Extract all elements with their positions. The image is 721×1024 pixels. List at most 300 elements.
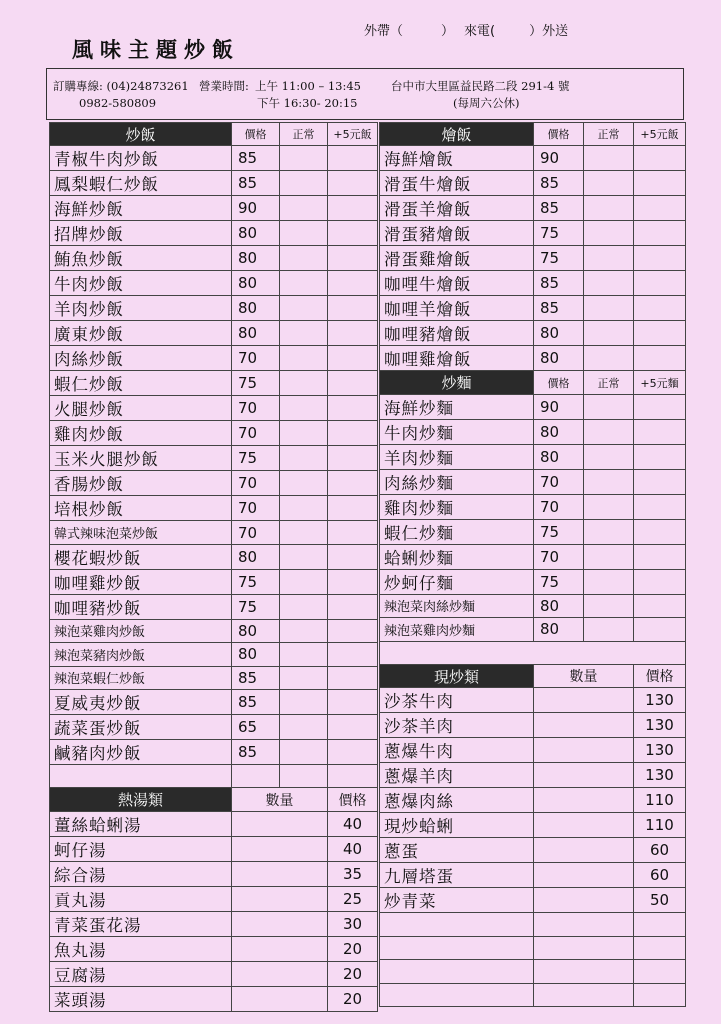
- item-name: 豆腐湯: [50, 961, 232, 986]
- item-name: 青椒牛肉炒飯: [50, 146, 232, 171]
- table-row: [50, 421, 378, 446]
- col-header-normal: 正常: [584, 123, 634, 146]
- item-price: 70: [534, 469, 584, 494]
- qty-normal-cell: [584, 196, 634, 221]
- table-row: [380, 394, 686, 419]
- table-row: [50, 788, 378, 811]
- item-price: 85: [534, 271, 584, 296]
- item-price: 85: [232, 171, 280, 196]
- qty-plus-cell: [634, 271, 686, 296]
- qty-plus-cell: [328, 594, 378, 619]
- item-price: 80: [232, 221, 280, 246]
- qty-normal-cell: [280, 544, 328, 569]
- qty-normal-cell: [584, 321, 634, 346]
- qty-cell: [232, 961, 328, 986]
- table-row: [50, 521, 378, 544]
- item-name: 蔥蛋: [380, 838, 534, 863]
- item-price: 75: [232, 371, 280, 396]
- item-name: 櫻花蝦炒飯: [50, 544, 232, 569]
- section-header-fried-noodles: 炒麵: [380, 371, 534, 394]
- qty-normal-cell: [280, 569, 328, 594]
- table-row: [50, 886, 378, 911]
- item-name: 辣泡菜豬肉炒飯: [50, 643, 232, 666]
- table-row: [50, 246, 378, 271]
- qty-plus-cell: [328, 689, 378, 714]
- item-price: 75: [534, 246, 584, 271]
- item-price: 60: [634, 838, 686, 863]
- qty-plus-cell: [634, 444, 686, 469]
- table-row: [380, 123, 686, 146]
- qty-cell: [534, 763, 634, 788]
- table-row: [380, 444, 686, 469]
- qty-normal-cell: [584, 519, 634, 544]
- item-price: 90: [232, 196, 280, 221]
- col-header-normal: 正常: [584, 371, 634, 394]
- table-row: [380, 788, 686, 813]
- item-price: 30: [328, 911, 378, 936]
- item-name: 蝦仁炒麵: [380, 519, 534, 544]
- qty-normal-cell: [280, 171, 328, 196]
- col-header-plus5: +5元飯: [328, 123, 378, 146]
- col-header-price: 價格: [534, 371, 584, 394]
- table-row: [380, 838, 686, 863]
- item-price: 85: [232, 666, 280, 689]
- item-price: 70: [232, 396, 280, 421]
- qty-normal-cell: [584, 221, 634, 246]
- qty-normal-cell: [584, 594, 634, 617]
- table-row: [50, 811, 378, 836]
- table-row: [50, 496, 378, 521]
- table-row: [50, 936, 378, 961]
- item-name: 玉米火腿炒飯: [50, 446, 232, 471]
- table-row: [50, 594, 378, 619]
- item-name: 滑蛋豬燴飯: [380, 221, 534, 246]
- table-row: [380, 569, 686, 594]
- item-name: 蛤蜊炒麵: [380, 544, 534, 569]
- qty-cell: [232, 911, 328, 936]
- col-header-price: 價格: [232, 123, 280, 146]
- table-row: [380, 346, 686, 371]
- qty-plus-cell: [634, 569, 686, 594]
- table-row: [380, 913, 686, 936]
- qty-plus-cell: [634, 494, 686, 519]
- item-price: 80: [232, 296, 280, 321]
- qty-plus-cell: [634, 469, 686, 494]
- table-row: [50, 471, 378, 496]
- qty-plus-cell: [634, 246, 686, 271]
- qty-plus-cell: [328, 221, 378, 246]
- item-price: 80: [232, 271, 280, 296]
- col-header-plus5: +5元飯: [634, 123, 686, 146]
- blank-cell: [534, 960, 634, 983]
- blank-cell: [380, 936, 534, 959]
- qty-plus-cell: [634, 321, 686, 346]
- item-name: 羊肉炒麵: [380, 444, 534, 469]
- qty-plus-cell: [328, 521, 378, 544]
- item-name: 蔬菜蛋炒飯: [50, 714, 232, 739]
- qty-plus-cell: [328, 146, 378, 171]
- table-row: [50, 221, 378, 246]
- item-name: 咖哩豬燴飯: [380, 321, 534, 346]
- item-price: 80: [232, 643, 280, 666]
- table-row: [380, 146, 686, 171]
- item-name: 咖哩雞燴飯: [380, 346, 534, 371]
- table-row: [50, 396, 378, 421]
- takeout-close: ）: [441, 24, 455, 39]
- item-name: 魚丸湯: [50, 936, 232, 961]
- qty-cell: [232, 861, 328, 886]
- item-name: 辣泡菜雞肉炒飯: [50, 619, 232, 642]
- qty-normal-cell: [280, 296, 328, 321]
- blank-cell: [50, 764, 232, 787]
- qty-cell: [534, 888, 634, 913]
- item-name: 海鮮炒飯: [50, 196, 232, 221]
- table-row: [50, 739, 378, 764]
- table-row: [380, 641, 686, 664]
- qty-plus-cell: [328, 321, 378, 346]
- closed-day: (每周六公休): [453, 96, 520, 110]
- qty-cell: [232, 836, 328, 861]
- item-name: 雞肉炒麵: [380, 494, 534, 519]
- table-row: [380, 713, 686, 738]
- qty-normal-cell: [280, 446, 328, 471]
- qty-normal-cell: [280, 714, 328, 739]
- blank-cell: [634, 936, 686, 959]
- qty-normal-cell: [584, 494, 634, 519]
- table-row: [50, 689, 378, 714]
- col-header-qty: 數量: [232, 788, 328, 811]
- item-price: 130: [634, 738, 686, 763]
- item-name: 咖哩牛燴飯: [380, 271, 534, 296]
- item-name: 鳳梨蝦仁炒飯: [50, 171, 232, 196]
- table-row: [380, 171, 686, 196]
- table-row: [50, 666, 378, 689]
- table-row: [380, 813, 686, 838]
- item-price: 80: [232, 619, 280, 642]
- table-row: [50, 764, 378, 787]
- table-row: [50, 346, 378, 371]
- blank-cell: [380, 913, 534, 936]
- qty-cell: [534, 863, 634, 888]
- item-price: 70: [232, 421, 280, 446]
- item-name: 滑蛋牛燴飯: [380, 171, 534, 196]
- item-price: 40: [328, 811, 378, 836]
- table-row: [380, 246, 686, 271]
- qty-normal-cell: [584, 146, 634, 171]
- qty-plus-cell: [634, 221, 686, 246]
- blank-cell: [280, 764, 328, 787]
- qty-plus-cell: [634, 296, 686, 321]
- blank-cell: [380, 641, 686, 664]
- item-price: 85: [534, 196, 584, 221]
- item-price: 75: [534, 519, 584, 544]
- item-price: 90: [534, 146, 584, 171]
- qty-plus-cell: [328, 421, 378, 446]
- item-name: 炒蚵仔麵: [380, 569, 534, 594]
- menu-title: 風味主題炒飯: [72, 38, 240, 62]
- item-price: 110: [634, 788, 686, 813]
- qty-plus-cell: [634, 419, 686, 444]
- blank-cell: [634, 960, 686, 983]
- col-header-price: 價格: [634, 664, 686, 687]
- qty-plus-cell: [634, 171, 686, 196]
- table-row: [380, 419, 686, 444]
- qty-plus-cell: [328, 544, 378, 569]
- qty-normal-cell: [280, 221, 328, 246]
- blank-cell: [634, 913, 686, 936]
- item-name: 廣東炒飯: [50, 321, 232, 346]
- item-name: 肉絲炒飯: [50, 346, 232, 371]
- item-price: 75: [232, 569, 280, 594]
- table-row: [380, 519, 686, 544]
- table-row: [380, 221, 686, 246]
- table-row: [50, 911, 378, 936]
- table-row: [380, 863, 686, 888]
- qty-normal-cell: [280, 496, 328, 521]
- fried-rice-table: [49, 122, 378, 1012]
- qty-normal-cell: [280, 196, 328, 221]
- item-name: 海鮮燴飯: [380, 146, 534, 171]
- qty-plus-cell: [634, 146, 686, 171]
- item-price: 70: [534, 544, 584, 569]
- item-name: 貢丸湯: [50, 886, 232, 911]
- qty-normal-cell: [584, 346, 634, 371]
- item-price: 25: [328, 886, 378, 911]
- qty-normal-cell: [280, 346, 328, 371]
- item-name: 辣泡菜肉絲炒麵: [380, 594, 534, 617]
- table-row: [50, 321, 378, 346]
- col-header-price: 價格: [328, 788, 378, 811]
- mobile-phone: 0982-580809: [79, 96, 157, 110]
- item-name: 培根炒飯: [50, 496, 232, 521]
- item-name: 羊肉炒飯: [50, 296, 232, 321]
- qty-normal-cell: [280, 666, 328, 689]
- qty-normal-cell: [280, 396, 328, 421]
- table-row: [50, 986, 378, 1011]
- qty-normal-cell: [584, 271, 634, 296]
- qty-normal-cell: [280, 246, 328, 271]
- qty-normal-cell: [280, 371, 328, 396]
- item-price: 35: [328, 861, 378, 886]
- qty-normal-cell: [280, 421, 328, 446]
- item-price: 40: [328, 836, 378, 861]
- item-name: 鹹豬肉炒飯: [50, 739, 232, 764]
- blank-cell: [380, 983, 534, 1006]
- table-row: [50, 146, 378, 171]
- item-price: 80: [232, 246, 280, 271]
- section-header-stir-fry: 現炒類: [380, 664, 534, 687]
- table-row: [380, 960, 686, 983]
- qty-cell: [232, 886, 328, 911]
- item-price: 75: [232, 446, 280, 471]
- qty-plus-cell: [328, 271, 378, 296]
- qty-normal-cell: [280, 739, 328, 764]
- table-row: [380, 594, 686, 617]
- item-name: 蔥爆肉絲: [380, 788, 534, 813]
- col-header-price: 價格: [534, 123, 584, 146]
- qty-plus-cell: [328, 739, 378, 764]
- table-row: [380, 544, 686, 569]
- qty-normal-cell: [280, 619, 328, 642]
- item-price: 85: [534, 171, 584, 196]
- item-name: 炒青菜: [380, 888, 534, 913]
- qty-plus-cell: [328, 371, 378, 396]
- table-row: [50, 446, 378, 471]
- table-row: [380, 296, 686, 321]
- qty-plus-cell: [328, 619, 378, 642]
- item-price: 80: [534, 321, 584, 346]
- qty-normal-cell: [280, 521, 328, 544]
- qty-normal-cell: [280, 471, 328, 496]
- item-name: 招牌炒飯: [50, 221, 232, 246]
- qty-normal-cell: [280, 321, 328, 346]
- hours-morning: 上午 11:00 – 13:45: [255, 79, 361, 93]
- qty-plus-cell: [634, 519, 686, 544]
- qty-plus-cell: [328, 171, 378, 196]
- item-price: 85: [232, 146, 280, 171]
- qty-normal-cell: [280, 594, 328, 619]
- item-name: 滑蛋雞燴飯: [380, 246, 534, 271]
- blank-cell: [380, 960, 534, 983]
- blank-cell: [534, 983, 634, 1006]
- qty-plus-cell: [634, 594, 686, 617]
- item-price: 75: [534, 221, 584, 246]
- qty-cell: [534, 713, 634, 738]
- braised-noodle-table: [379, 122, 686, 1007]
- qty-normal-cell: [584, 419, 634, 444]
- section-header-braised-rice: 燴飯: [380, 123, 534, 146]
- table-row: [50, 123, 378, 146]
- item-name: 蔥爆牛肉: [380, 738, 534, 763]
- item-price: 70: [232, 521, 280, 544]
- qty-plus-cell: [328, 666, 378, 689]
- item-price: 70: [232, 346, 280, 371]
- qty-plus-cell: [328, 643, 378, 666]
- item-name: 牛肉炒麵: [380, 419, 534, 444]
- item-name: 火腿炒飯: [50, 396, 232, 421]
- item-name: 鮪魚炒飯: [50, 246, 232, 271]
- qty-plus-cell: [634, 544, 686, 569]
- blank-cell: [328, 764, 378, 787]
- qty-plus-cell: [634, 618, 686, 641]
- item-name: 綜合湯: [50, 861, 232, 886]
- item-price: 80: [534, 419, 584, 444]
- table-row: [50, 544, 378, 569]
- table-row: [380, 321, 686, 346]
- table-row: [380, 469, 686, 494]
- item-name: 沙茶羊肉: [380, 713, 534, 738]
- item-price: 80: [534, 618, 584, 641]
- qty-plus-cell: [328, 296, 378, 321]
- table-row: [50, 836, 378, 861]
- blank-cell: [534, 913, 634, 936]
- item-name: 蔥爆羊肉: [380, 763, 534, 788]
- item-price: 85: [534, 296, 584, 321]
- item-name: 蚵仔湯: [50, 836, 232, 861]
- qty-normal-cell: [584, 544, 634, 569]
- table-row: [380, 738, 686, 763]
- shop-info-box: [46, 68, 684, 120]
- item-name: 菜頭湯: [50, 986, 232, 1011]
- qty-plus-cell: [328, 246, 378, 271]
- table-row: [50, 861, 378, 886]
- qty-cell: [232, 986, 328, 1011]
- item-price: 20: [328, 936, 378, 961]
- table-row: [380, 196, 686, 221]
- table-row: [50, 714, 378, 739]
- col-header-normal: 正常: [280, 123, 328, 146]
- item-name: 香腸炒飯: [50, 471, 232, 496]
- item-name: 韓式辣味泡菜炒飯: [50, 521, 232, 544]
- item-price: 80: [534, 594, 584, 617]
- qty-normal-cell: [584, 394, 634, 419]
- item-price: 80: [232, 321, 280, 346]
- item-price: 20: [328, 961, 378, 986]
- takeout-label: 外帶（: [364, 24, 404, 39]
- item-name: 雞肉炒飯: [50, 421, 232, 446]
- table-row: [50, 196, 378, 221]
- item-name: 海鮮炒麵: [380, 394, 534, 419]
- item-price: 70: [534, 494, 584, 519]
- item-price: 70: [232, 471, 280, 496]
- item-price: 85: [232, 689, 280, 714]
- qty-cell: [232, 811, 328, 836]
- item-price: 75: [534, 569, 584, 594]
- item-price: 90: [534, 394, 584, 419]
- qty-plus-cell: [634, 346, 686, 371]
- table-row: [50, 371, 378, 396]
- item-name: 辣泡菜雞肉炒麵: [380, 618, 534, 641]
- item-name: 咖哩豬炒飯: [50, 594, 232, 619]
- qty-plus-cell: [634, 196, 686, 221]
- table-row: [380, 688, 686, 713]
- item-name: 夏威夷炒飯: [50, 689, 232, 714]
- shop-address: 台中市大里區益民路二段 291-4 號: [391, 79, 570, 93]
- table-row: [380, 983, 686, 1006]
- table-row: [50, 619, 378, 642]
- qty-normal-cell: [584, 569, 634, 594]
- item-price: 80: [534, 346, 584, 371]
- item-price: 65: [232, 714, 280, 739]
- qty-cell: [534, 738, 634, 763]
- qty-normal-cell: [584, 618, 634, 641]
- item-price: 60: [634, 863, 686, 888]
- order-type-options: [364, 20, 568, 39]
- qty-normal-cell: [280, 146, 328, 171]
- item-price: 130: [634, 713, 686, 738]
- table-row: [50, 171, 378, 196]
- blank-cell: [634, 983, 686, 1006]
- qty-plus-cell: [634, 394, 686, 419]
- qty-normal-cell: [280, 271, 328, 296]
- qty-plus-cell: [328, 496, 378, 521]
- phone-order-label: 來電(: [464, 24, 496, 39]
- table-row: [380, 618, 686, 641]
- qty-cell: [534, 788, 634, 813]
- table-row: [380, 763, 686, 788]
- item-name: 沙茶牛肉: [380, 688, 534, 713]
- qty-cell: [534, 813, 634, 838]
- item-price: 130: [634, 688, 686, 713]
- item-name: 滑蛋羊燴飯: [380, 196, 534, 221]
- table-row: [50, 296, 378, 321]
- item-name: 咖哩羊燴飯: [380, 296, 534, 321]
- item-name: 薑絲蛤蜊湯: [50, 811, 232, 836]
- qty-plus-cell: [328, 346, 378, 371]
- delivery-label: ）外送: [529, 24, 569, 39]
- item-name: 咖哩雞炒飯: [50, 569, 232, 594]
- qty-normal-cell: [584, 246, 634, 271]
